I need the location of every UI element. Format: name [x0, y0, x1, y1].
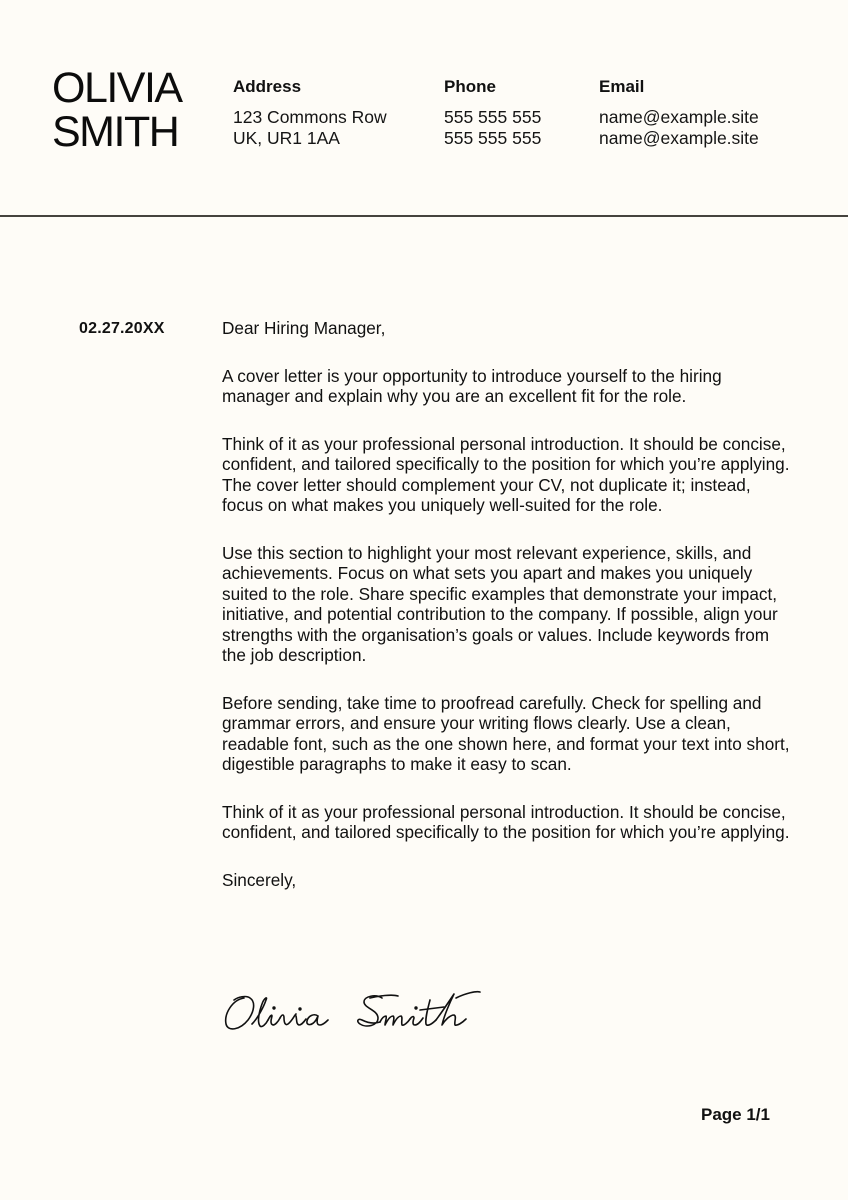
phone-block	[444, 76, 541, 149]
paragraph-5: Think of it as your professional personal introduction. It should be concise, confident, and tailored specifically to the position for which you’re applying.	[222, 801, 790, 842]
paragraph-1: A cover letter is your opportunity to introduce yourself to the hiring manager and explain why you are an excellent fit for the role.	[222, 365, 722, 406]
paragraph-2: Think of it as your professional personal introduction. It should be concise, confident, and tailored specifically to the position for which you’re applying. The cover letter should complement your CV, not duplicate it; instead, focus on what makes you uniquely well-suited for the role.	[222, 433, 790, 515]
name-first: OLIVIA	[52, 64, 182, 112]
closing: Sincerely,	[222, 869, 297, 890]
email-block	[599, 76, 759, 149]
address-line-2: UK, UR1 1AA	[233, 128, 340, 148]
address-block	[233, 76, 387, 149]
address-label: Address	[233, 77, 302, 96]
email-line-2: name@example.site	[599, 128, 759, 148]
page-number: Page 1/1	[701, 1105, 770, 1124]
address-line-1: 123 Commons Row	[233, 107, 387, 127]
letter-date: 02.27.20XX	[79, 320, 165, 337]
paragraph-4: Before sending, take time to proofread carefully. Check for spelling and grammar errors, and ensure your writing flows clearly. Use a clean, readable font, such as the one shown here, and format your text into short, digestible paragraphs to make it easy to scan.	[222, 692, 790, 774]
phone-line-1: 555 555 555	[444, 107, 542, 127]
email-line-1: name@example.site	[599, 107, 759, 127]
letter-header	[0, 0, 848, 216]
name-last: SMITH	[52, 108, 179, 156]
letter-body	[222, 318, 792, 917]
paragraph-3: Use this section to highlight your most relevant experience, skills, and achievements. Focus on what sets you apart and makes you uniquely suited to the role. Share specific examples that demonstrate your impact, initiative, and potential contribution to the company. If possible, align your strengths with the organisation’s goals or values. Include keywords from the job description.	[222, 542, 778, 665]
phone-line-2: 555 555 555	[444, 128, 542, 148]
header-divider	[0, 215, 848, 217]
salutation: Dear Hiring Manager,	[222, 318, 386, 338]
signature	[222, 988, 487, 1041]
email-label: Email	[599, 77, 645, 96]
signature-handwriting-icon	[222, 988, 487, 1036]
phone-label: Phone	[444, 77, 496, 96]
applicant-name	[52, 66, 182, 154]
